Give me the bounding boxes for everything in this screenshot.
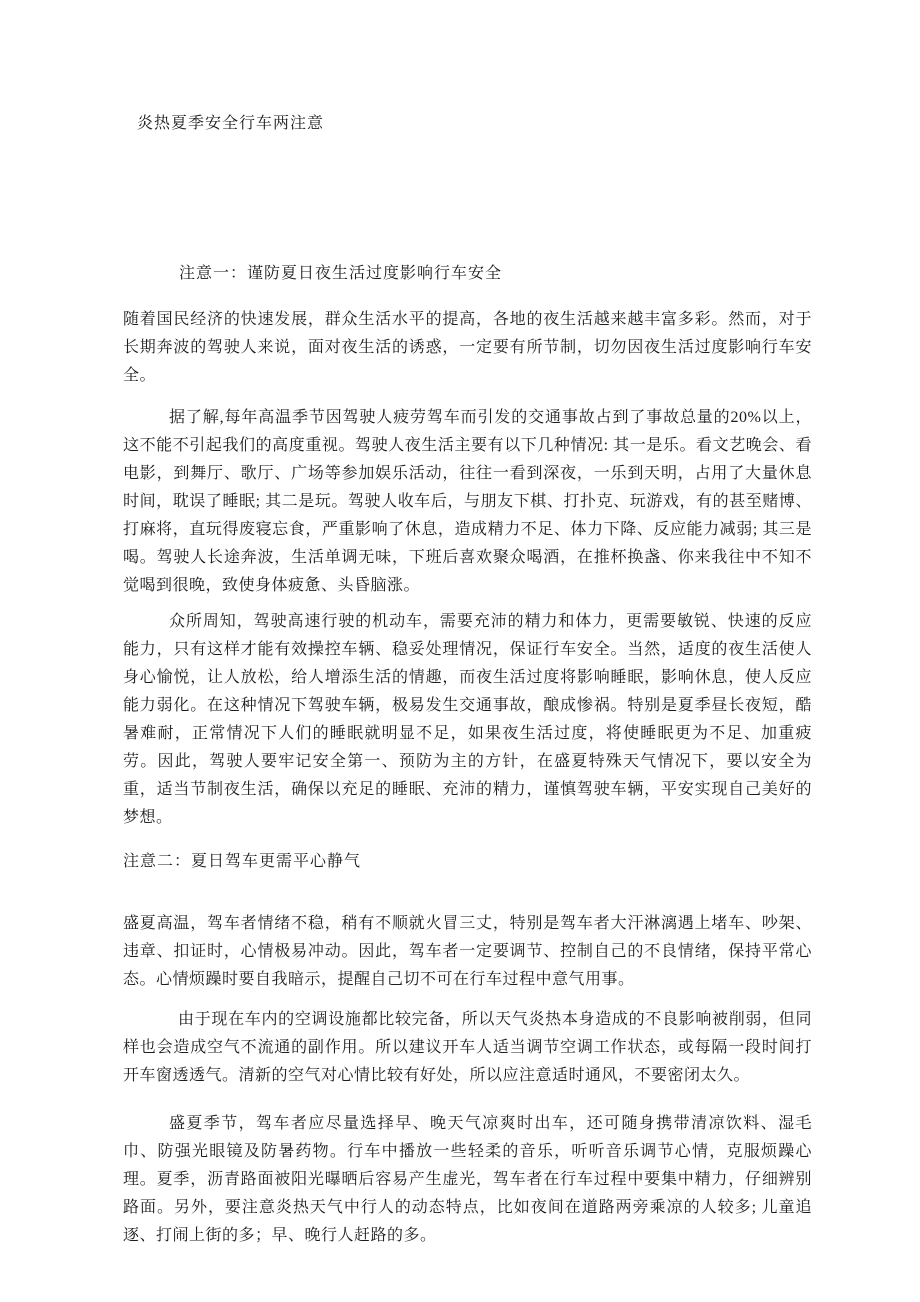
section-two-heading: 注意二：夏日驾车更需平心静气 xyxy=(123,853,362,870)
section-one-heading: 注意一：谨防夏日夜生活过度影响行车安全 xyxy=(179,265,503,282)
paragraph: 众所周知，驾驶高速行驶的机动车，需要充沛的精力和体力，更需要敏锐、快速的反应能力，只有这样才能有效操控车辆、稳妥处理情况，保证行车安全。当然，适度的夜生活使人身心愉悦，让人放松，给人增添生活的情趣，而夜生活过度将影响睡眠，影响休息，使人反应能力弱化。在这种情况下驾驶车辆，极易发生交通事故，酿成惨祸。特别是夏季昼长夜短，酷暑难耐，正常情况下人们的睡眠就明显不足，如果夜生活过度，将使睡眠更为不足、加重疲劳。因此，驾驶人要牢记安全第一、预防为主的方针，在盛夏特殊天气情况下，要以安全为重，适当节制夜生活，确保以充足的睡眠、充沛的精力，谨慎驾驶车辆，平安实现自己美好的梦想。 xyxy=(123,613,812,826)
paragraph: 盛夏季节，驾车者应尽量选择早、晚天气凉爽时出车，还可随身携带清凉饮料、湿毛巾、防强光眼镜及防暑药物。行车中播放一些轻柔的音乐，听听音乐调节心情，克服烦躁心理。夏季，沥青路面被阳光曝晒后容易产生虚光，驾车者在行车过程中要集中精力，仔细辨别路面。另外，要注意炎热天气中行人的动态特点，比如夜间在道路两旁乘凉的人较多; 儿童追逐、打闹上街的多；早、晚行人赶路的多。 xyxy=(123,1115,812,1244)
paragraph: 盛夏高温，驾车者情绪不稳，稍有不顺就火冒三丈，特别是驾车者大汗淋漓遇上堵车、吵架、违章、扣证时，心情极易冲动。因此，驾车者一定要调节、控制自己的不良情绪，保持平常心态。心情烦躁时要自我暗示，提醒自己切不可在行车过程中意气用事。 xyxy=(123,915,812,988)
paragraph: 据了解,每年高温季节因驾驶人疲劳驾车而引发的交通事故占到了事故总量的20%以上，这不能不引起我们的高度重视。驾驶人夜生活主要有以下几种情况: 其一是乐。看文艺晚会、看电影，到舞厅、歌厅、广场等参加娱乐活动，往往一看到深夜，一乐到天明，占用了大量休息时间，耽误了睡眠; 其二是玩。驾驶人收车后，与朋友下棋、打扑克、玩游戏，有的甚至赌博、打麻将，直玩得废寝忘食，严重影响了休息，造成精力不足、体力下降、反应能力减弱; 其三是喝。驾驶人长途奔波，生活单调无味，下班后喜欢聚众喝酒，在推杯换盏、你来我往中不知不觉喝到很晚，致使身体疲惫、头昏脑涨。 xyxy=(123,409,812,594)
document-title: 炎热夏季安全行车两注意 xyxy=(137,115,325,132)
paragraph: 随着国民经济的快速发展，群众生活水平的提高，各地的夜生活越来越丰富多彩。然而，对于长期奔波的驾驶人来说，面对夜生活的诱惑，一定要有所节制，切勿因夜生活过度影响行车安全。 xyxy=(123,311,812,384)
paragraph: 由于现在车内的空调设施都比较完备，所以天气炎热本身造成的不良影响被削弱，但同样也会造成空气不流通的副作用。所以建议开车人适当调节空调工作状态，或每隔一段时间打开车窗透透气。清新的空气对心情比较有好处，所以应注意适时通风，不要密闭太久。 xyxy=(123,1011,812,1084)
